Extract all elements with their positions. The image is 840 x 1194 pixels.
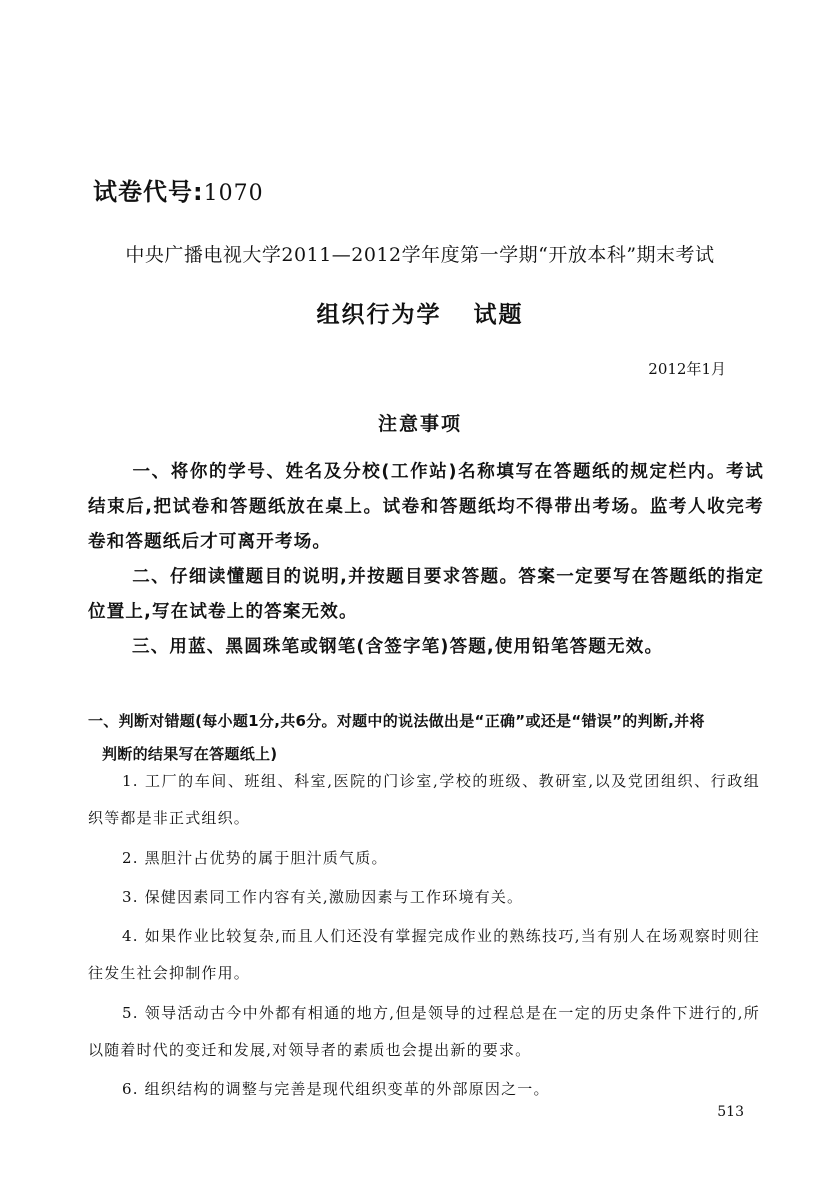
question-3	[88, 879, 760, 916]
section-1-heading-line1: 一、判断对错题(每小题1分,共6分。对题中的说法做出是“正确”或还是“错误”的判断,并将	[88, 712, 705, 730]
question-1	[88, 763, 760, 837]
exam-header: 中央广播电视大学2011—2012学年度第一学期“开放本科”期末考试	[125, 244, 715, 266]
question-4	[88, 918, 760, 992]
subject-title-suffix: 试题	[473, 302, 524, 328]
paper-code-label: 试卷代号:	[93, 178, 204, 206]
question-1-text: 1. 工厂的车间、班组、科室,医院的门诊室,学校的班级、教研室,以及党团组织、行政组织等都是非正式组织。	[88, 772, 760, 827]
paper-code	[93, 172, 264, 207]
notice-item-2	[88, 560, 764, 630]
notice-item-1-text: 一、将你的学号、姓名及分校(工作站)名称填写在答题纸的规定栏内。考试结束后,把试卷和答题纸放在桌上。试卷和答题纸均不得带出考场。监考人收完考卷和答题纸后才可离开考场。	[88, 462, 764, 552]
paper-code-value: 1070	[203, 181, 264, 206]
question-5-text: 5. 领导活动古今中外都有相通的地方,但是领导的过程总是在一定的历史条件下进行的,所以随着时代的变迁和发展,对领导者的素质也会提出新的要求。	[88, 1004, 760, 1059]
notice-item-3	[88, 630, 764, 665]
question-2	[88, 840, 760, 877]
question-6	[88, 1071, 760, 1108]
notice-item-1	[88, 455, 764, 560]
question-3-text: 3. 保健因素同工作内容有关,激励因素与工作环境有关。	[122, 888, 524, 906]
section-1-heading-line2: 判断的结果写在答题纸上)	[102, 745, 278, 763]
subject-title-main: 组织行为学	[316, 302, 442, 328]
notice-item-3-text: 三、用蓝、黑圆珠笔或钢笔(含签字笔)答题,使用铅笔答题无效。	[132, 637, 664, 657]
exam-date: 2012年1月	[648, 360, 726, 378]
question-5	[88, 995, 760, 1069]
question-4-text: 4. 如果作业比较复杂,而且人们还没有掌握完成作业的熟练技巧,当有别人在场观察时则往往发生社会抑制作用。	[88, 927, 760, 982]
subject-title	[0, 296, 840, 329]
question-2-text: 2. 黑胆汁占优势的属于胆汁质气质。	[122, 849, 388, 867]
page-number: 513	[717, 1104, 744, 1120]
notice-title: 注意事项	[377, 413, 462, 435]
notice-item-2-text: 二、仔细读懂题目的说明,并按题目要求答题。答案一定要写在答题纸的指定位置上,写在试卷上的答案无效。	[88, 567, 764, 622]
section-1-heading	[88, 705, 760, 771]
question-6-text: 6. 组织结构的调整与完善是现代组织变革的外部原因之一。	[122, 1080, 550, 1098]
